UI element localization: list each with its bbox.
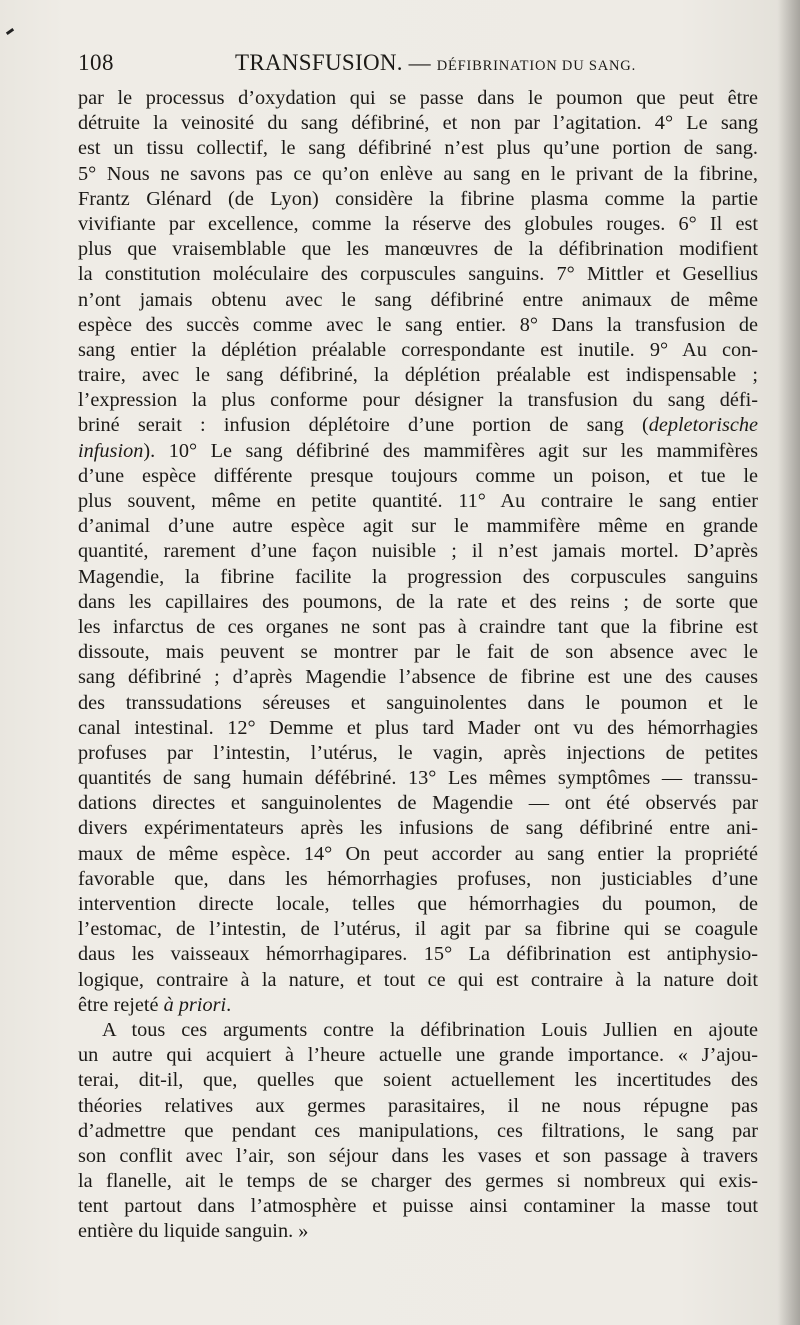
text-line: dations directes et sanguinolentes de Magendie — ont été observés par <box>78 792 758 815</box>
page-number: 108 <box>78 50 114 75</box>
text-line: canal intestinal. 12° Demme et plus tard Mader ont vu des hémorrhagies <box>78 716 758 739</box>
text-line: logique, contraire à la nature, et tout ce qui est contraire à la nature doit <box>78 968 758 991</box>
body-text <box>78 86 758 1245</box>
running-title-sub: DÉFIBRINATION DU SANG. <box>436 58 636 74</box>
text-line: d’admettre que pendant ces manipulations, ces filtrations, le sang par <box>78 1119 758 1142</box>
text-line: d’une espèce différente presque toujours comme un poison, et tue le <box>78 464 758 487</box>
text-line: 5° Nous ne savons pas ce qu’on enlève au sang en le privant de la fibrine, <box>78 162 758 185</box>
text-line: dans les capillaires des poumons, de la rate et des reins ; de sorte que <box>78 590 758 613</box>
text-line: plus que vraisemblable que les manœuvres de la défibrination modifient <box>78 238 758 261</box>
text-line: d’animal d’une autre espèce agit sur le mammifère même en grande <box>78 515 758 538</box>
text-line: l’expression la plus conforme pour désigner la transfusion du sang défi- <box>78 389 758 412</box>
text-line: traire, avec le sang défibriné, la déplétion préalable est indispensable ; <box>78 364 758 387</box>
text-line: théories relatives aux germes parasitaires, il ne nous répugne pas <box>78 1094 758 1117</box>
text-line: sang défibriné ; d’après Magendie l’absence de fibrine est une des causes <box>78 666 758 689</box>
text-line: par le processus d’oxydation qui se passe dans le poumon que peut être <box>78 87 758 109</box>
text-line: divers expérimentateurs après les infusions de sang défibriné entre ani- <box>78 817 758 840</box>
text-line: un autre qui acquiert à l’heure actuelle une grande importance. « J’ajou- <box>78 1044 758 1067</box>
text-line: briné serait : infusion déplétoire d’une portion de sang (depletorische <box>78 414 758 437</box>
text-line: profuses par l’intestin, l’utérus, le vagin, après injections de petites <box>78 741 758 764</box>
text-line: A tous ces arguments contre la défibrination Louis Jullien en ajoute <box>102 1018 758 1041</box>
text-line: les infarctus de ces organes ne sont pas à craindre tant que la fibrine est <box>78 615 758 638</box>
text-line: être rejeté à priori. <box>78 993 232 1016</box>
text-line: Magendie, la fibrine facilite la progression des corpuscules sanguins <box>78 565 758 588</box>
paragraph-1 <box>78 86 758 1018</box>
text-line: favorable que, dans les hémorrhagies profuses, non justiciables d’une <box>78 867 758 890</box>
text-line: est un tissu collectif, le sang défibriné n’est plus qu’une portion de sang. <box>78 137 758 160</box>
text-line: terai, dit-il, que, quelles que soient actuellement les incertitudes des <box>78 1069 758 1092</box>
text-line: espèce des succès comme avec le sang entier. 8° Dans la transfusion de <box>78 313 758 336</box>
text-line: maux de même espèce. 14° On peut accorder au sang entier la propriété <box>78 842 758 865</box>
text-line: Frantz Glénard (de Lyon) considère la fibrine plasma comme la partie <box>78 187 758 210</box>
text-line: infusion). 10° Le sang défibriné des mammifères agit sur les mammifères <box>78 439 758 462</box>
text-line: des transsudations séreuses et sanguinolentes dans le poumon et le <box>78 691 758 714</box>
running-title-main: TRANSFUSION. <box>235 50 403 75</box>
text-line: tent partout dans l’atmosphère et puisse ainsi contaminer la masse tout <box>78 1195 758 1218</box>
text-line: intervention directe locale, telles que hémorrhagies du poumon, de <box>78 893 758 915</box>
text-line: entière du liquide sanguin. » <box>78 1220 309 1243</box>
text-line: la flanelle, ait le temps de se charger des germes si nombreux qui exis- <box>78 1170 758 1193</box>
text-line: quantité, rarement d’une façon nuisible ; il n’est jamais mortel. D’après <box>78 540 758 563</box>
text-line: plus souvent, même en petite quantité. 11° Au contraire le sang entier <box>78 490 758 512</box>
page-edge-shadow <box>778 0 800 1325</box>
text-line: détruite la veinosité du sang défibriné, et non par l’agitation. 4° Le sang <box>78 112 758 135</box>
text-line: sang entier la déplétion préalable correspondante est inutile. 9° Au con- <box>78 338 758 361</box>
paragraph-2 <box>78 1018 758 1245</box>
ink-mark <box>6 28 14 35</box>
text-line: n’ont jamais obtenu avec le sang défibriné entre animaux de même <box>78 288 758 311</box>
running-title-dash: — <box>402 50 437 75</box>
running-title <box>235 50 636 76</box>
running-header <box>78 50 750 84</box>
text-line: quantités de sang humain défébriné. 13° Les mêmes symptômes — transsu- <box>78 767 758 790</box>
text-line: la constitution moléculaire des corpuscules sanguins. 7° Mittler et Gesellius <box>78 263 758 286</box>
text-line: dissoute, mais peuvent se montrer par le fait de son absence avec le <box>78 641 758 664</box>
text-line: daus les vaisseaux hémorrhagipares. 15° La défibrination est antiphysio- <box>78 943 758 966</box>
text-line: son conflit avec l’air, son séjour dans les vases et son passage à travers <box>78 1144 758 1167</box>
text-line: vivifiante par excellence, comme la réserve des globules rouges. 6° Il est <box>78 212 758 235</box>
text-line: l’estomac, de l’intestin, de l’utérus, il agit par sa fibrine qui se coagule <box>78 918 758 941</box>
